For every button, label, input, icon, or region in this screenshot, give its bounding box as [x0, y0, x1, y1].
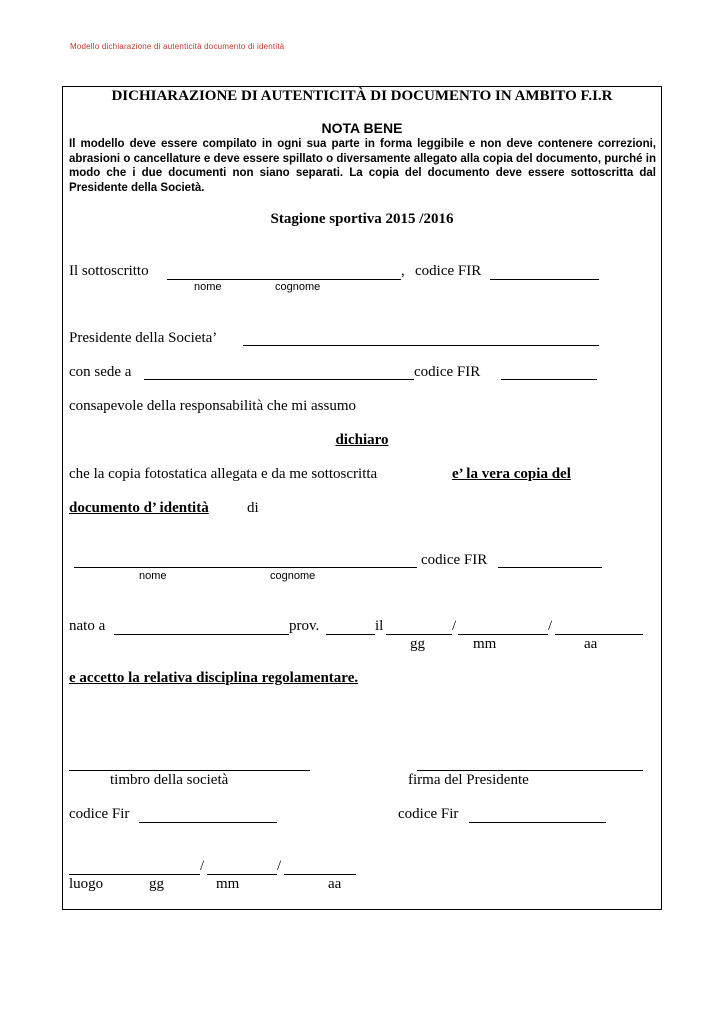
luogo-gg-caption: gg [149, 876, 164, 892]
timbro-label: timbro della società [110, 772, 229, 788]
aa-caption: aa [584, 636, 598, 652]
luogo-field[interactable] [69, 874, 200, 875]
societa-field[interactable] [243, 345, 599, 346]
sede-label: con sede a [69, 364, 132, 380]
form-title: DICHIARAZIONE DI AUTENTICITÀ DI DOCUMENTO IN AMBITO F.I.R [111, 88, 613, 104]
codice-fir-field[interactable] [490, 279, 599, 280]
cognome-caption: cognome [275, 281, 321, 293]
luogo-aa-caption: aa [328, 876, 342, 892]
persona-codice-field[interactable] [498, 567, 602, 568]
birth-month-field[interactable] [458, 634, 548, 635]
nome-caption: nome [194, 281, 222, 293]
luogo-day-field[interactable] [207, 874, 277, 875]
luogo-slash-1: / [200, 858, 205, 874]
copia-text: che la copia fotostatica allegata e da me sottoscritta [69, 466, 378, 482]
il-label: il [375, 618, 384, 634]
birth-day-field[interactable] [386, 634, 452, 635]
persona-nome-field[interactable] [74, 567, 417, 568]
accetto-text: e accetto la relativa disciplina regolamentare. [69, 670, 359, 686]
di-text: di [247, 500, 259, 516]
timbro-line[interactable] [69, 770, 310, 771]
slash-1: / [452, 618, 457, 634]
documento-identita-text: documento d’ identità [69, 500, 209, 516]
sede-field[interactable] [144, 379, 414, 380]
luogo-caption: luogo [69, 876, 104, 892]
codice-fir-label: codice FIR [415, 263, 482, 279]
sede-codice-field[interactable] [501, 379, 597, 380]
nota-bene-text: Il modello deve essere compilato in ogni sua parte in forma leggibile e non deve contenere correzioni, abrasioni o cancellature e deve essere spillato o diversamente allegato alla copia del documento, purché in modo che i due documenti non siano separati. La copia del documento deve essere sottoscritta dal Presidente della Società. [69, 138, 656, 194]
sede-codice-label: codice FIR [414, 364, 481, 380]
luogo-month-field[interactable] [284, 874, 356, 875]
vera-copia-text: e’ la vera copia del [452, 466, 571, 482]
gg-caption: gg [410, 636, 425, 652]
luogo-slash-2: / [277, 858, 282, 874]
season-heading: Stagione sportiva 2015 /2016 [270, 211, 454, 227]
nome-cognome-field[interactable] [167, 279, 401, 280]
presidente-label: Presidente della Societa’ [69, 330, 218, 346]
firma-line[interactable] [417, 770, 643, 771]
luogo-mm-caption: mm [216, 876, 240, 892]
persona-nome-caption: nome [139, 570, 167, 582]
mm-caption: mm [473, 636, 497, 652]
persona-cognome-caption: cognome [270, 570, 316, 582]
codice-fir-right-label: codice Fir [398, 806, 459, 822]
slash-2: / [548, 618, 553, 634]
page-header: Modello dichiarazione di autenticità documento di identità [70, 42, 285, 51]
comma: , [401, 263, 405, 279]
birth-year-field[interactable] [555, 634, 643, 635]
nota-bene-title: NOTA BENE [321, 120, 403, 136]
persona-codice-label: codice FIR [421, 552, 488, 568]
firma-label: firma del Presidente [408, 772, 529, 788]
nato-label: nato a [69, 618, 106, 634]
codice-fir-left-label: codice Fir [69, 806, 130, 822]
luogo-nascita-field[interactable] [114, 634, 289, 635]
codice-fir-left-field[interactable] [139, 822, 277, 823]
dichiaro-heading: dichiaro [335, 432, 389, 448]
consapevole-text: consapevole della responsabilità che mi assumo [69, 398, 356, 414]
codice-fir-right-field[interactable] [469, 822, 606, 823]
prov-field[interactable] [326, 634, 375, 635]
sottoscritto-label: Il sottoscritto [69, 263, 149, 279]
prov-label: prov. [289, 618, 320, 634]
